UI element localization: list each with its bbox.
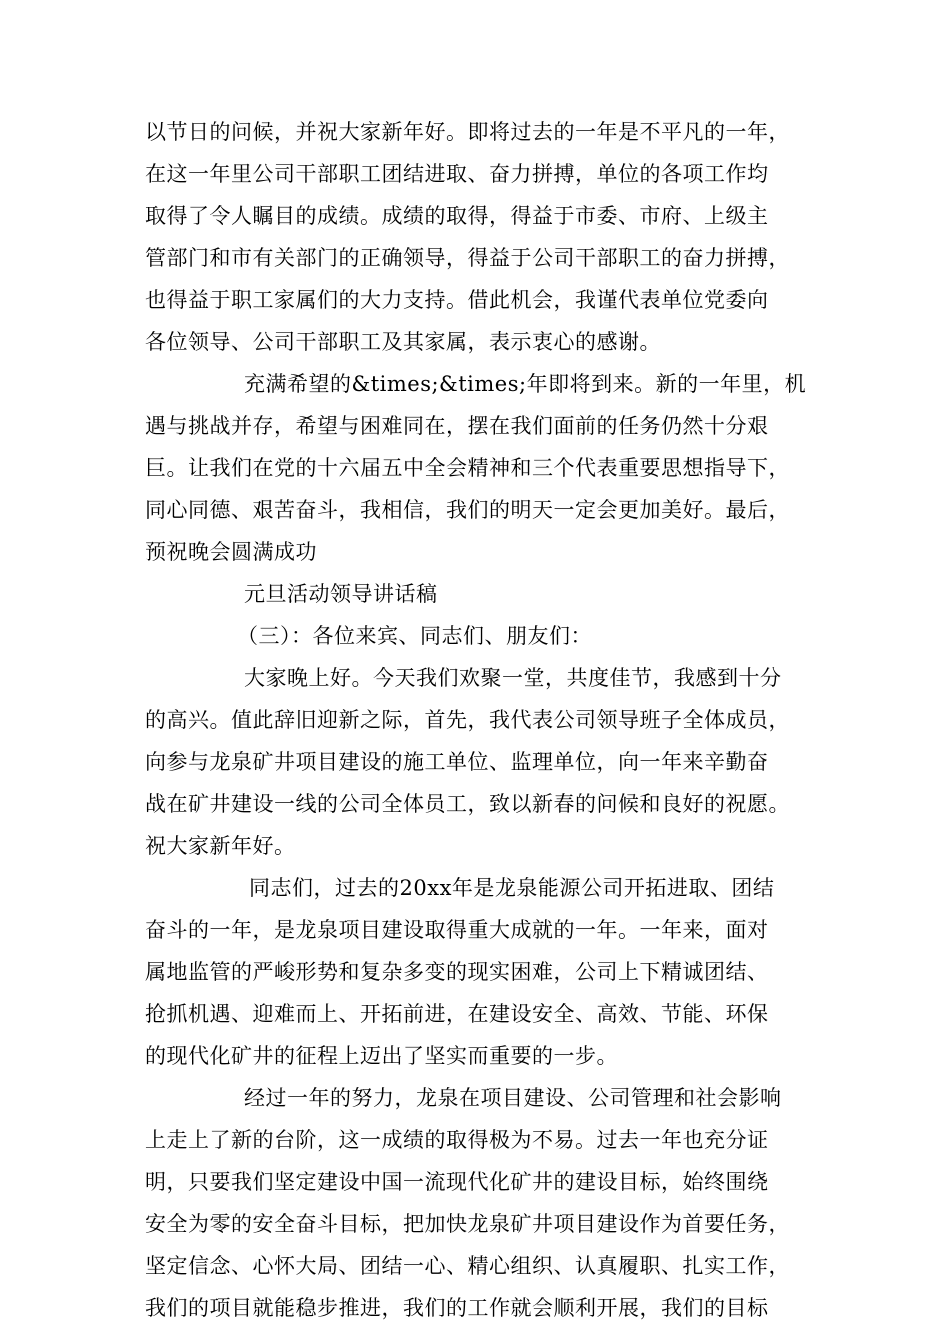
text-line: 遇与挑战并存，希望与困难同在，摆在我们面前的任务仍然十分艰 [145, 414, 769, 438]
section-title: 元旦活动领导讲话稿 [244, 582, 438, 606]
text-line: 安全为零的安全奋斗目标，把加快龙泉矿井项目建设作为首要任务， [145, 1212, 790, 1236]
text-line: 明，只要我们坚定建设中国一流现代化矿井的建设目标，始终围绕 [145, 1170, 769, 1194]
text-line: 也得益于职工家属们的大力支持。借此机会，我谨代表单位党委向 [145, 288, 769, 312]
text-line: 奋斗的一年，是龙泉项目建设取得重大成就的一年。一年来，面对 [145, 918, 769, 942]
text-line: 在这一年里公司干部职工团结进取、奋力拼搏，单位的各项工作均 [145, 162, 769, 186]
text-line: 的现代化矿井的征程上迈出了坚实而重要的一步。 [145, 1044, 618, 1068]
paragraph-start-line: 同志们，过去的20xx年是龙泉能源公司开拓进取、团结 [249, 876, 775, 900]
salutation-line: （三）：各位来宾、同志们、朋友们： [237, 624, 592, 648]
text-line: 巨。让我们在党的十六届五中全会精神和三个代表重要思想指导下， [145, 456, 790, 480]
paragraph-start-line: 充满希望的&times;&times;年即将到来。新的一年里，机 [244, 372, 807, 396]
text-line: 预祝晚会圆满成功 [145, 540, 317, 564]
text-line: 属地监管的严峻形势和复杂多变的现实困难，公司上下精诚团结、 [145, 960, 769, 984]
text-line: 上走上了新的台阶，这一成绩的取得极为不易。过去一年也充分证 [145, 1128, 769, 1152]
text-line: 向参与龙泉矿井项目建设的施工单位、监理单位，向一年来辛勤奋 [145, 750, 769, 774]
text-line: 各位领导、公司干部职工及其家属，表示衷心的感谢。 [145, 330, 661, 354]
text-line: 取得了令人瞩目的成绩。成绩的取得，得益于市委、市府、上级主 [145, 204, 769, 228]
text-line: 同心同德、艰苦奋斗，我相信，我们的明天一定会更加美好。最后， [145, 498, 790, 522]
paragraph-start-line: 大家晚上好。今天我们欢聚一堂，共度佳节，我感到十分 [244, 666, 782, 690]
text-line: 的高兴。值此辞旧迎新之际，首先，我代表公司领导班子全体成员， [145, 708, 790, 732]
text-line: 坚定信念、心怀大局、团结一心、精心组织、认真履职、扎实工作， [145, 1254, 790, 1278]
text-line: 我们的项目就能稳步推进，我们的工作就会顺利开展，我们的目标 [145, 1296, 769, 1320]
paragraph-start-line: 经过一年的努力，龙泉在项目建设、公司管理和社会影响 [244, 1086, 782, 1110]
text-line: 管部门和市有关部门的正确领导，得益于公司干部职工的奋力拼搏， [145, 246, 790, 270]
text-line: 战在矿井建设一线的公司全体员工，致以新春的问候和良好的祝愿。 [145, 792, 790, 816]
text-line: 祝大家新年好。 [145, 834, 296, 858]
text-line: 以节日的问候，并祝大家新年好。即将过去的一年是不平凡的一年， [145, 120, 790, 144]
text-line: 抢抓机遇、迎难而上、开拓前进，在建设安全、高效、节能、环保 [145, 1002, 769, 1026]
